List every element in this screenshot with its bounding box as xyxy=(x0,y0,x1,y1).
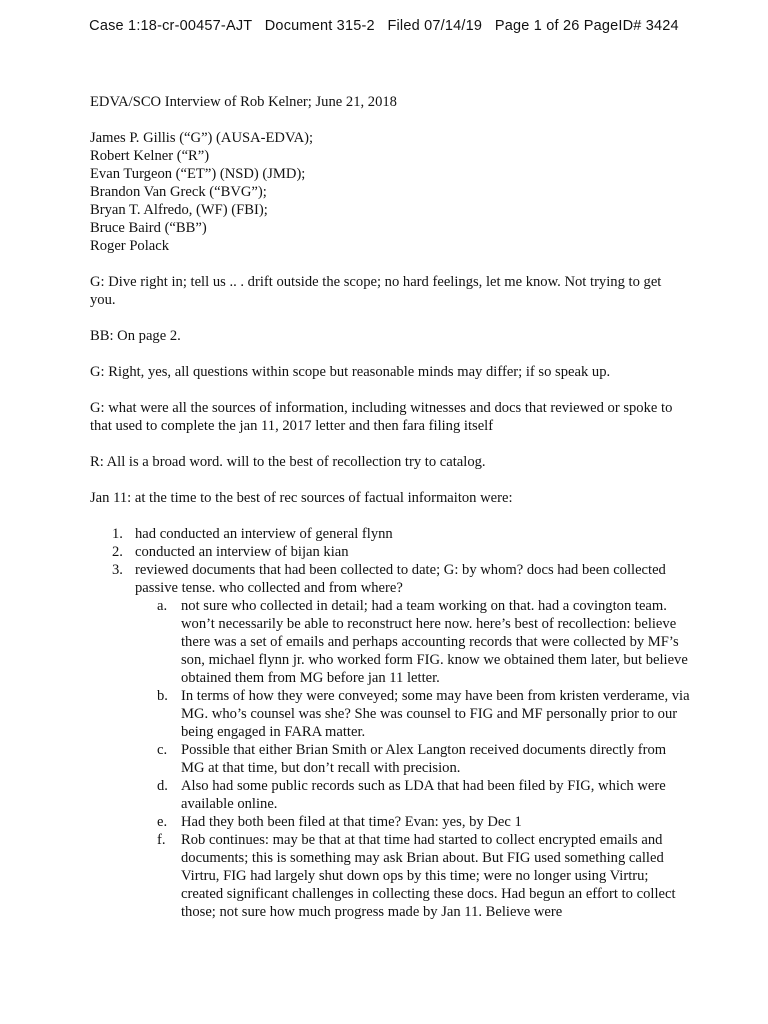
sub-list-item xyxy=(135,687,690,741)
participant: Roger Polack xyxy=(90,238,170,254)
participant: Bryan T. Alfredo, (WF) (FBI); xyxy=(90,202,268,218)
list-marker: 1. xyxy=(112,526,123,542)
list-item-text: conducted an interview of bijan kian xyxy=(135,544,349,560)
paragraph: G: Right, yes, all questions within scope but reasonable minds may differ; if so speak up. xyxy=(90,364,611,380)
paragraph: Jan 11: at the time to the best of rec sources of factual informaiton were: xyxy=(90,490,513,506)
document-title: EDVA/SCO Interview of Rob Kelner; June 21, 2018 xyxy=(90,94,397,110)
paragraph: G: Dive right in; tell us .. . drift outside the scope; no hard feelings, let me know. Not trying to get you. xyxy=(90,274,662,308)
source-list xyxy=(90,525,690,921)
header-page: Page 1 of 26 PageID# 3424 xyxy=(494,18,679,34)
paragraph: BB: On page 2. xyxy=(90,328,181,344)
participant: Robert Kelner (“R”) xyxy=(90,148,210,164)
list-item-text: reviewed documents that had been collected to date; G: by whom? docs had been collected passive tense. who collected and from where? xyxy=(135,562,666,596)
participant: Evan Turgeon (“ET”) (NSD) (JMD); xyxy=(90,166,306,182)
sub-list-item-text: Also had some public records such as LDA that had been filed by FIG, which were available online. xyxy=(181,778,666,812)
case-header xyxy=(0,18,768,34)
participant: Brandon Van Greck (“BVG”); xyxy=(90,184,267,200)
header-document: Document 315-2 xyxy=(264,18,375,34)
sub-list-item xyxy=(135,813,690,831)
participant: James P. Gillis (“G”) (AUSA-EDVA); xyxy=(90,130,314,146)
sub-list-item-text: not sure who collected in detail; had a team working on that. had a covington team. won’t necessarily be able to reconstruct here now. here’s best of recollection: believe there was a set of emails and perhaps accounting records that were collected by MF’s son, michael flynn jr. who worked form FIG. know we obtained them later, but believe obtained them from MG before jan 11 letter. xyxy=(181,598,688,686)
sub-list-item-text: Had they both been filed at that time? Evan: yes, by Dec 1 xyxy=(181,814,522,830)
sub-list-item xyxy=(135,597,690,687)
sub-list-item xyxy=(135,777,690,813)
sub-list-item-text: Possible that either Brian Smith or Alex Langton received documents directly from MG at that time, but don’t recall with precision. xyxy=(181,742,667,776)
paragraph: R: All is a broad word. will to the best of recollection try to catalog. xyxy=(90,454,486,470)
list-item xyxy=(90,525,690,543)
paragraph: G: what were all the sources of information, including witnesses and docs that reviewed or spoke to that used to complete the jan 11, 2017 letter and then fara filing itself xyxy=(90,400,673,434)
list-item xyxy=(90,561,690,921)
sub-list-marker: e. xyxy=(157,814,168,830)
sub-list-item xyxy=(135,831,690,921)
sub-list-marker: b. xyxy=(157,688,168,704)
document-body xyxy=(90,93,690,921)
sub-list xyxy=(135,597,690,921)
list-item-text: had conducted an interview of general flynn xyxy=(135,526,393,542)
participant: Bruce Baird (“BB”) xyxy=(90,220,207,236)
header-case: Case 1:18-cr-00457-AJT xyxy=(89,18,253,34)
participant-list xyxy=(90,129,690,255)
sub-list-item xyxy=(135,741,690,777)
sub-list-marker: d. xyxy=(157,778,168,794)
list-item xyxy=(90,543,690,561)
sub-list-marker: c. xyxy=(157,742,168,758)
sub-list-item-text: Rob continues: may be that at that time had started to collect encrypted emails and documents; this is something may ask Brian about. But FIG used something called Virtru, FIG had largely shut down ops by this time; were no longer using Virtru; created significant challenges in collecting these docs. Had begun an effort to collect those; not sure how much progress made by Jan 11. Believe were xyxy=(181,832,676,920)
header-filed: Filed 07/14/19 xyxy=(387,18,483,34)
sub-list-marker: a. xyxy=(157,598,168,614)
sub-list-item-text: In terms of how they were conveyed; some may have been from kristen verderame, via MG. who’s counsel was she? She was counsel to FIG and MF personally prior to our being engaged in FARA matter. xyxy=(181,688,690,740)
list-marker: 3. xyxy=(112,562,123,578)
list-marker: 2. xyxy=(112,544,123,560)
sub-list-marker: f. xyxy=(157,832,166,848)
